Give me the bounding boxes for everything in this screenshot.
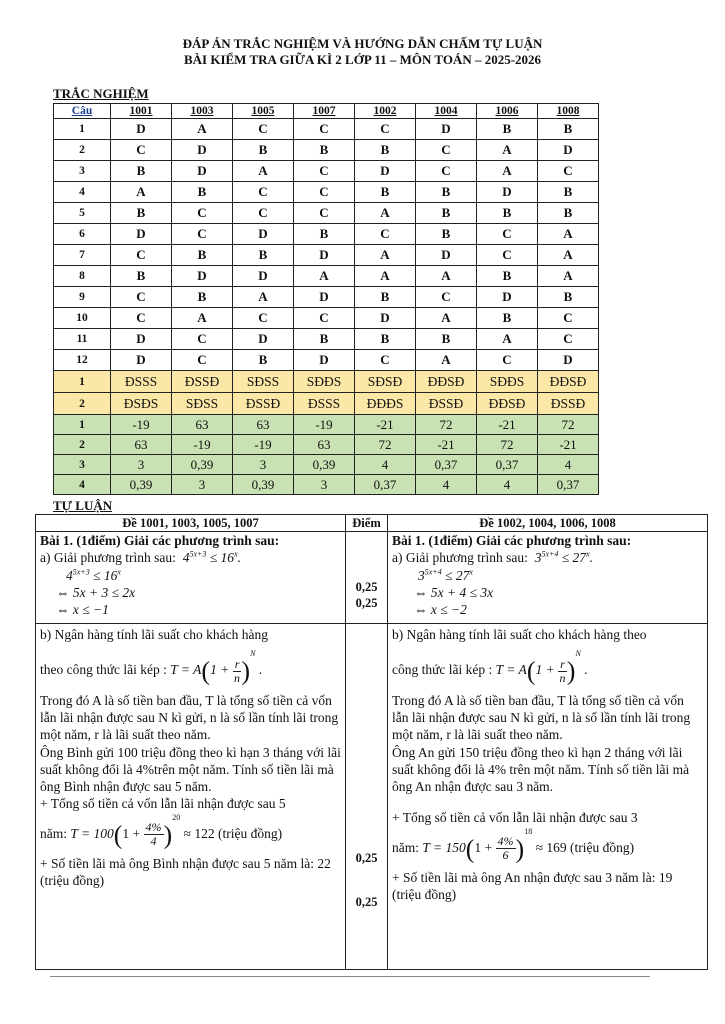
left-part-b [36, 624, 346, 970]
answer-cell: C [111, 245, 172, 266]
answer-cell: C [111, 308, 172, 329]
answer-cell: 63 [172, 415, 233, 435]
answer-cell: 3 [233, 455, 294, 475]
answer-cell: C [294, 119, 355, 140]
point-value: 0,25 [355, 895, 378, 909]
answer-cell: 4 [538, 455, 599, 475]
answer-cell: A [355, 245, 416, 266]
answer-row [54, 308, 599, 329]
answer-cell: 0,37 [355, 475, 416, 495]
answer-cell: D [172, 140, 233, 161]
answer-cell: 63 [233, 415, 294, 435]
answer-row [54, 371, 599, 393]
answer-cell: D [294, 245, 355, 266]
answer-cell: D [111, 329, 172, 350]
answer-cell: C [355, 119, 416, 140]
answer-cell: A [477, 329, 538, 350]
left-b-description: Trong đó A là số tiền ban đầu, T là tổng số tiền cả vốn lẫn lãi nhận được sau N kì gửi, n là số lần tính lãi trong một năm, r là lãi suất theo năm. [40, 692, 339, 743]
answer-cell: B [294, 140, 355, 161]
point-value: 0,25 [355, 851, 378, 865]
code-header: 1001 [111, 104, 172, 119]
answer-cell: A [477, 161, 538, 182]
answer-cell: B [477, 203, 538, 224]
answer-cell: D [111, 224, 172, 245]
answer-cell: ĐĐSĐ [416, 371, 477, 393]
right-b-total-formula: năm: T = 150(1 + $\frac{4\%}{6}$ )$^{18}$ ≈ 169 (triệu đồng) [392, 826, 635, 863]
answer-cell: B [111, 161, 172, 182]
answer-row [54, 224, 599, 245]
answer-cell: C [416, 287, 477, 308]
answer-cell: 4 [416, 475, 477, 495]
points-part-b [346, 624, 388, 970]
answer-cell: 0,37 [538, 475, 599, 495]
right-a-question: a) Giải phương trình sau: $3^{5x+4} \le 27^x$. [392, 549, 593, 566]
answer-cell: B [416, 182, 477, 203]
code-header: 1004 [416, 104, 477, 119]
answer-cell: C [538, 161, 599, 182]
answer-cell: -21 [538, 435, 599, 455]
answer-cell: C [416, 161, 477, 182]
answer-key-table [53, 103, 599, 495]
answer-cell: D [172, 266, 233, 287]
answer-cell: C [233, 203, 294, 224]
answer-cell: C [538, 308, 599, 329]
question-number: 2 [54, 435, 111, 455]
answer-cell: ĐSSĐ [538, 393, 599, 415]
answer-cell: B [355, 182, 416, 203]
answer-cell: 63 [294, 435, 355, 455]
question-number: 7 [54, 245, 111, 266]
section-multiple-choice: TRẮC NGHIỆM [53, 86, 149, 101]
answer-cell: D [416, 119, 477, 140]
question-number: 4 [54, 182, 111, 203]
answer-cell: -19 [294, 415, 355, 435]
answer-row [54, 455, 599, 475]
answer-cell: B [355, 329, 416, 350]
answer-cell: 0,39 [294, 455, 355, 475]
answer-cell: B [355, 287, 416, 308]
answer-cell: 72 [477, 435, 538, 455]
essay-row-part-a [36, 532, 708, 624]
answer-cell: B [538, 287, 599, 308]
answer-cell: 0,39 [111, 475, 172, 495]
answer-cell: C [294, 308, 355, 329]
answer-cell: ĐĐSĐ [538, 371, 599, 393]
answer-cell: D [538, 140, 599, 161]
answer-cell: D [111, 119, 172, 140]
answer-cell: 72 [416, 415, 477, 435]
code-header: 1008 [538, 104, 599, 119]
answer-cell: B [355, 140, 416, 161]
answer-cell: 0,39 [172, 455, 233, 475]
left-b-intro: b) Ngân hàng tính lãi suất cho khách hàng [40, 627, 268, 642]
answer-cell: B [416, 224, 477, 245]
right-b-interest: + Số tiền lãi mà ông An nhận được sau 3 năm là: 19 (triệu đồng) [392, 870, 673, 903]
answer-cell: C [233, 119, 294, 140]
left-bai1-title: Bài 1. (1điểm) Giải các phương trình sau: [40, 533, 280, 548]
question-number: 2 [54, 393, 111, 415]
answer-cell: C [172, 203, 233, 224]
answer-cell: ĐSSS [111, 371, 172, 393]
answer-cell: B [172, 245, 233, 266]
points-part-a [346, 532, 388, 624]
answer-cell: -19 [111, 415, 172, 435]
answer-key-header-row [54, 104, 599, 119]
points-column-header: Điểm [346, 515, 388, 532]
answer-cell: -19 [233, 435, 294, 455]
answer-cell: D [294, 350, 355, 371]
answer-cell: A [172, 119, 233, 140]
answer-cell: C [294, 161, 355, 182]
question-number: 2 [54, 140, 111, 161]
answer-cell: B [294, 224, 355, 245]
answer-cell: 72 [538, 415, 599, 435]
answer-cell: B [538, 182, 599, 203]
point-value: 0,25 [355, 596, 378, 610]
answer-cell: B [233, 350, 294, 371]
answer-cell: D [538, 350, 599, 371]
answer-cell: C [294, 203, 355, 224]
left-b-interest: + Số tiền lãi mà ông Bình nhận được sau 5 năm là: 22 (triệu đồng) [40, 856, 331, 889]
answer-cell: C [538, 329, 599, 350]
right-b-total-intro: + Tổng số tiền cả vốn lẫn lãi nhận được sau 3 [392, 810, 638, 826]
answer-row [54, 119, 599, 140]
answer-cell: C [111, 287, 172, 308]
left-a-step2: ⇔ 5x + 3 ≤ 2x [56, 584, 136, 600]
answer-cell: A [477, 140, 538, 161]
question-number: 9 [54, 287, 111, 308]
answer-cell: B [172, 287, 233, 308]
answer-cell: D [355, 161, 416, 182]
answer-cell: C [355, 224, 416, 245]
essay-row-part-b [36, 624, 708, 970]
answer-cell: A [233, 161, 294, 182]
answer-cell: 4 [477, 475, 538, 495]
answer-cell: ĐSSĐ [233, 393, 294, 415]
right-part-b [388, 624, 708, 970]
answer-cell: 3 [111, 455, 172, 475]
document-title-line2: BÀI KIỂM TRA GIỮA KÌ 2 LỚP 11 – MÔN TOÁN – 2025-2026 [183, 52, 542, 67]
question-number: 1 [54, 119, 111, 140]
answer-row [54, 140, 599, 161]
answer-row [54, 393, 599, 415]
answer-row [54, 161, 599, 182]
left-b-formula: theo công thức lãi kép : T = A(1 + $\frac{r}{n}$ )$^N$ . [40, 649, 263, 686]
question-number: 3 [54, 455, 111, 475]
answer-cell: D [477, 182, 538, 203]
question-number: 11 [54, 329, 111, 350]
answer-cell: C [233, 182, 294, 203]
answer-cell: A [538, 224, 599, 245]
answer-cell: 0,37 [416, 455, 477, 475]
code-header: 1006 [477, 104, 538, 119]
right-a-step1: $3^{5x+4} \le 27^x$ [418, 567, 473, 583]
code-header: 1007 [294, 104, 355, 119]
question-number: 4 [54, 475, 111, 495]
answer-cell: B [538, 203, 599, 224]
answer-cell: ĐSSĐ [172, 371, 233, 393]
answer-cell: B [416, 329, 477, 350]
answer-cell: ĐĐĐS [355, 393, 416, 415]
answer-cell: D [355, 308, 416, 329]
answer-cell: C [172, 329, 233, 350]
answer-cell: B [233, 245, 294, 266]
left-a-question: a) Giải phương trình sau: $4^{5x+3} \le 16^x$. [40, 549, 241, 566]
answer-cell: SĐSĐ [355, 371, 416, 393]
question-number: 10 [54, 308, 111, 329]
answer-cell: ĐSSĐ [416, 393, 477, 415]
left-part-a [36, 532, 346, 624]
answer-cell: A [294, 266, 355, 287]
answer-row [54, 287, 599, 308]
right-b-intro: b) Ngân hàng tính lãi suất cho khách hàng theo [392, 627, 647, 642]
right-b-formula: công thức lãi kép : T = A(1 + $\frac{r}{n}$ )$^N$ . [392, 649, 588, 686]
answer-cell: A [538, 266, 599, 287]
question-number: 1 [54, 415, 111, 435]
question-number: 12 [54, 350, 111, 371]
answer-cell: C [233, 308, 294, 329]
answer-cell: B [416, 203, 477, 224]
answer-cell: A [416, 350, 477, 371]
footer-divider [50, 976, 650, 977]
document-title-line1: ĐÁP ÁN TRẮC NGHIỆM VÀ HƯỚNG DẪN CHẤM TỰ LUẬN [182, 36, 543, 51]
answer-cell: 63 [111, 435, 172, 455]
answer-cell: C [294, 182, 355, 203]
answer-cell: C [172, 350, 233, 371]
answer-cell: -19 [172, 435, 233, 455]
answer-cell: B [294, 329, 355, 350]
answer-cell: D [111, 350, 172, 371]
left-b-total-formula: năm: T = 100(1 + $\frac{4\%}{4}$ )$^{20}$ ≈ 122 (triệu đồng) [40, 812, 283, 849]
answer-row [54, 435, 599, 455]
answer-cell: A [538, 245, 599, 266]
question-number: 6 [54, 224, 111, 245]
answer-cell: B [538, 119, 599, 140]
question-number: 8 [54, 266, 111, 287]
answer-cell: B [111, 203, 172, 224]
right-a-step2: ⇔ 5x + 4 ≤ 3x [414, 584, 494, 600]
answer-cell: 4 [355, 455, 416, 475]
answer-row [54, 475, 599, 495]
answer-row [54, 329, 599, 350]
answer-cell: A [416, 266, 477, 287]
answer-cell: C [416, 140, 477, 161]
right-bai1-title: Bài 1. (1điểm) Giải các phương trình sau: [392, 533, 632, 548]
answer-cell: A [233, 287, 294, 308]
answer-cell: ĐĐSĐ [477, 393, 538, 415]
right-column-header: Đề 1002, 1004, 1006, 1008 [388, 515, 708, 532]
left-column-header: Đề 1001, 1003, 1005, 1007 [36, 515, 346, 532]
answer-row [54, 350, 599, 371]
answer-cell: ĐSSS [294, 393, 355, 415]
answer-cell: D [477, 287, 538, 308]
code-header: 1005 [233, 104, 294, 119]
answer-cell: A [172, 308, 233, 329]
answer-cell: 3 [172, 475, 233, 495]
essay-header-row [36, 515, 708, 532]
answer-row [54, 415, 599, 435]
answer-cell: D [172, 161, 233, 182]
answer-cell: 0,37 [477, 455, 538, 475]
left-a-step1: $4^{5x+3} \le 16^x$ [66, 567, 121, 583]
point-value: 0,25 [355, 580, 378, 594]
left-b-problem: Ông Bình gửi 100 triệu đồng theo kì hạn 3 tháng với lãi suất không đổi là 4%trên một năm. Tính số tiền lãi mà ông Bình nhận được sau 5 năm. [40, 744, 341, 795]
left-a-step3: ⇔ x ≤ −1 [56, 602, 109, 618]
answer-cell: B [172, 182, 233, 203]
answer-cell: B [477, 308, 538, 329]
answer-cell: D [294, 287, 355, 308]
answer-cell: 0,39 [233, 475, 294, 495]
answer-row [54, 266, 599, 287]
answer-cell: SĐSS [233, 371, 294, 393]
answer-cell: -21 [355, 415, 416, 435]
question-number: 5 [54, 203, 111, 224]
right-part-a [388, 532, 708, 624]
answer-cell: C [477, 245, 538, 266]
answer-cell: D [416, 245, 477, 266]
answer-row [54, 245, 599, 266]
answer-cell: C [172, 224, 233, 245]
answer-cell: 3 [294, 475, 355, 495]
answer-cell: -21 [416, 435, 477, 455]
question-number: 3 [54, 161, 111, 182]
section-essay: TỰ LUẬN [53, 498, 113, 513]
answer-cell: ĐSĐS [111, 393, 172, 415]
essay-grading-table [35, 514, 708, 970]
right-b-description: Trong đó A là số tiền ban đầu, T là tổng số tiền cả vốn lẫn lãi nhận được sau N kì gửi, n là số lần tính lãi trong một năm, r là lãi suất theo năm. [392, 692, 691, 743]
answer-cell: C [355, 350, 416, 371]
answer-cell: B [233, 140, 294, 161]
answer-cell: A [355, 266, 416, 287]
right-a-step3: ⇔ x ≤ −2 [414, 602, 467, 618]
answer-cell: C [477, 224, 538, 245]
answer-cell: B [477, 119, 538, 140]
answer-cell: SĐĐS [477, 371, 538, 393]
code-header: 1002 [355, 104, 416, 119]
left-b-total-intro: + Tổng số tiền cả vốn lẫn lãi nhận được sau 5 [40, 796, 286, 812]
answer-cell: 72 [355, 435, 416, 455]
answer-cell: B [477, 266, 538, 287]
question-number: 1 [54, 371, 111, 393]
right-b-problem: Ông An gửi 150 triệu đồng theo kì hạn 2 tháng với lãi suất không đổi là 4% trên một năm. Tính số tiền lãi mà ông An nhận được sau 3 năm. [392, 744, 690, 795]
answer-cell: -21 [477, 415, 538, 435]
answer-cell: SĐSS [172, 393, 233, 415]
answer-cell: B [111, 266, 172, 287]
answer-cell: A [111, 182, 172, 203]
answer-cell: C [111, 140, 172, 161]
answer-cell: D [233, 329, 294, 350]
answer-cell: D [233, 266, 294, 287]
answer-row [54, 203, 599, 224]
answer-cell: A [416, 308, 477, 329]
answer-row [54, 182, 599, 203]
code-header: 1003 [172, 104, 233, 119]
answer-cell: A [355, 203, 416, 224]
answer-cell: SĐĐS [294, 371, 355, 393]
answer-cell: C [477, 350, 538, 371]
answer-cell: D [233, 224, 294, 245]
question-header: Câu [54, 104, 111, 119]
